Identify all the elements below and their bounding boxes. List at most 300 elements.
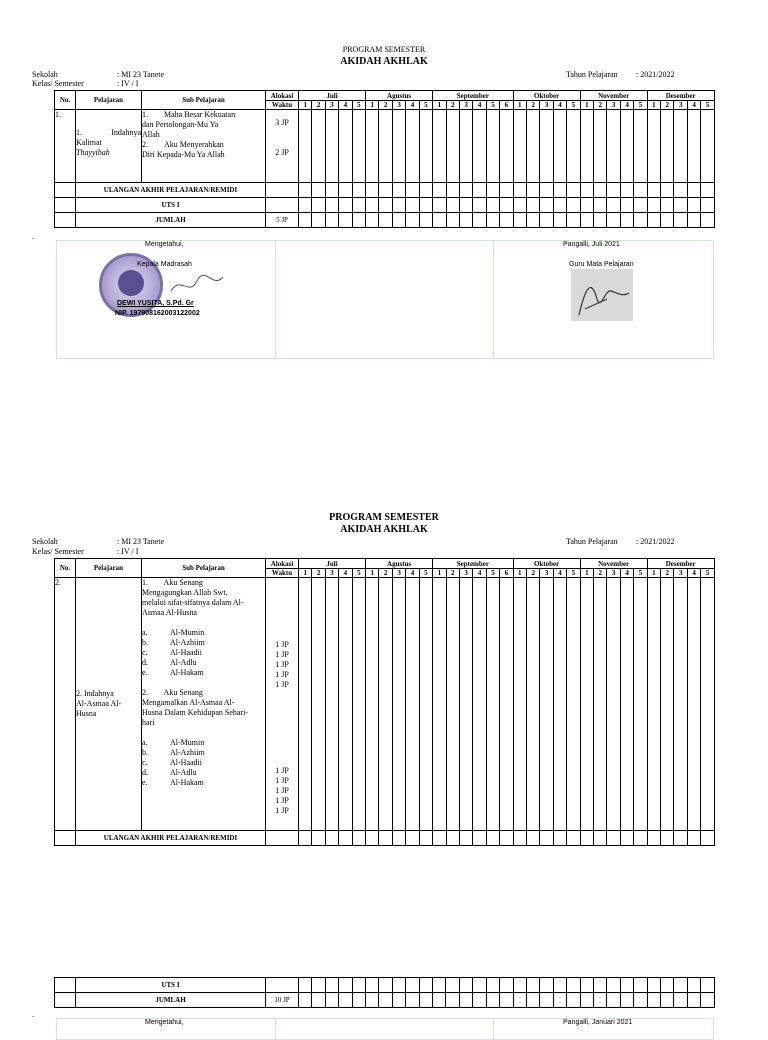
schedule-cell [459,183,472,198]
schedule-cell [352,831,365,846]
row1-sub [142,110,266,183]
schedule-cell [540,993,553,1008]
row1-alok1: 3 JP [275,118,289,127]
schedule-cell [701,183,714,198]
page2-summary-table [54,977,715,1008]
schedule-cell [352,993,365,1008]
header-pelajaran: Pelajaran [76,91,142,110]
schedule-cell [607,110,620,183]
schedule-cell [567,578,580,831]
row2-list1-key: e. [142,668,148,677]
row2-sub2-0: 2. Aku Senang [142,688,203,697]
page1-year-label: Tahun Pelajaran [566,70,618,79]
schedule-cell [594,831,607,846]
week-number: 1 [433,101,446,110]
schedule-cell [486,578,499,831]
row2-sub1-0: 1. Aku Senang [142,578,203,587]
schedule-cell [553,993,566,1008]
schedule-cell [687,578,700,831]
schedule-cell [299,993,312,1008]
schedule-cell [339,993,352,1008]
schedule-cell [580,578,593,831]
month-november: November [580,559,647,569]
schedule-cell [500,110,513,183]
jumlah-label: JUMLAH [76,993,266,1008]
row1-alok2: 2 JP [275,148,289,157]
page1-school-label: Sekolah [32,70,58,79]
schedule-cell [634,831,647,846]
schedule-cell [634,198,647,213]
schedule-cell [433,213,446,228]
schedule-cell [526,578,539,831]
ulangan-label: ULANGAN AKHIR PELAJARAN/REMIDI [76,831,266,846]
week-number: 2 [379,101,392,110]
row2-list2-val: Al-Haadii [170,758,202,767]
page2-dot: . [32,1010,34,1019]
week-number: 4 [339,569,352,578]
schedule-cell [594,110,607,183]
schedule-cell [352,183,365,198]
sign-place-date: Pangalli, Juli 2021 [563,241,620,248]
schedule-cell [674,978,687,993]
week-number: 4 [687,569,700,578]
row2-sub [142,578,266,831]
row2-alok1: 1 JP [275,680,289,689]
row2-list1-key: a. [142,628,148,637]
schedule-cell [513,993,526,1008]
week-number: 6 [500,569,513,578]
week-number: 3 [674,101,687,110]
schedule-cell [674,213,687,228]
month-november: November [580,91,647,101]
week-number: 5 [352,101,365,110]
row2-alok2: 1 JP [275,796,289,805]
schedule-cell [687,213,700,228]
schedule-cell [580,831,593,846]
schedule-cell [406,978,419,993]
row2-pel-2: Husna [76,709,97,718]
row1-no: 1. [55,110,76,183]
week-number: 4 [406,101,419,110]
header-alokasi: Alokasi [266,559,299,569]
schedule-cell [446,578,459,831]
schedule-cell [500,198,513,213]
schedule-cell [433,993,446,1008]
page2-year-label: Tahun Pelajaran [566,537,618,546]
row2-list1-val: Al-Adlu [170,658,197,667]
headmaster-signature-icon [167,271,227,299]
schedule-cell [634,213,647,228]
schedule-cell [540,183,553,198]
week-number: 1 [647,569,660,578]
schedule-cell [661,213,674,228]
page1-signature-box [56,240,714,359]
schedule-cell [620,978,633,993]
sign-kepala: Kepala Madrasah [137,261,192,268]
row1-sub1-c: Allah [142,130,160,139]
schedule-cell [433,978,446,993]
row2-alok1: 1 JP [275,650,289,659]
week-number: 2 [312,569,325,578]
week-number: 5 [567,569,580,578]
schedule-cell [433,183,446,198]
week-number: 3 [325,101,338,110]
row2-alokasi [266,578,299,831]
schedule-cell [446,213,459,228]
schedule-cell [701,198,714,213]
schedule-cell [379,578,392,831]
schedule-cell [379,978,392,993]
row2-alok2: 1 JP [275,776,289,785]
row2-list1-val: Al-Mumin [170,628,205,637]
schedule-cell [459,213,472,228]
schedule-cell [473,213,486,228]
week-number: 2 [594,569,607,578]
schedule-cell [661,831,674,846]
week-number: 1 [299,569,312,578]
header-sub-pelajaran: Sub Pelajaran [142,91,266,110]
schedule-cell [513,831,526,846]
row2-sub1-3: Asmaa Al-Husna [142,608,197,617]
schedule-cell [459,831,472,846]
page2-school-value: : MI 23 Tanete [117,537,165,546]
schedule-cell [540,978,553,993]
page2-school-label: Sekolah [32,537,58,546]
row2-list2-val: Al-Azhiim [170,748,205,757]
week-number: 4 [473,101,486,110]
schedule-cell [352,978,365,993]
schedule-cell [379,831,392,846]
schedule-cell [446,978,459,993]
row2-list1-val: Al-Azhiim [170,638,205,647]
schedule-cell [366,978,379,993]
week-number: 1 [299,101,312,110]
schedule-cell [580,110,593,183]
page1-school-value: : MI 23 Tanete [117,70,165,79]
page1-program-title: PROGRAM SEMESTER [342,45,426,54]
jumlah-value: 10 JP [266,993,299,1008]
schedule-cell [312,578,325,831]
header-waktu: Waktu [266,101,299,110]
schedule-cell [406,831,419,846]
schedule-cell [701,978,714,993]
row2-sub1-2: melalui sifat-sifatnya dalam Al- [142,598,244,607]
row2-list2-val: Al-Adlu [170,768,197,777]
schedule-cell [647,110,660,183]
schedule-cell [567,993,580,1008]
schedule-cell [473,110,486,183]
week-number: 1 [513,101,526,110]
row2-pel-1: Al-Asmaa Al- [76,699,122,708]
schedule-cell [486,993,499,1008]
schedule-cell [352,198,365,213]
row1-alokasi [266,110,299,183]
month-oktober: Oktober [513,559,580,569]
row1-sub1-num: 1. [142,110,148,119]
schedule-cell [647,183,660,198]
schedule-cell [513,978,526,993]
schedule-cell [299,198,312,213]
month-desember: Desember [647,91,714,101]
schedule-cell [299,183,312,198]
row2-alok1: 1 JP [275,640,289,649]
week-number: 5 [634,101,647,110]
schedule-cell [526,198,539,213]
header-alokasi: Alokasi [266,91,299,101]
schedule-cell [593,978,606,993]
schedule-cell [661,578,674,831]
schedule-cell [647,198,660,213]
schedule-cell [580,183,593,198]
schedule-cell [486,213,499,228]
schedule-cell [406,578,419,831]
row2-pelajaran [76,578,142,831]
schedule-cell [419,978,432,993]
week-number: 3 [392,569,405,578]
schedule-cell [392,110,405,183]
schedule-cell [433,110,446,183]
week-number: 3 [459,101,472,110]
schedule-cell [647,978,660,993]
schedule-cell [352,578,365,831]
schedule-cell [647,213,660,228]
schedule-cell [634,578,647,831]
schedule-cell [473,993,486,1008]
week-number: 2 [661,101,674,110]
schedule-cell [379,993,392,1008]
row2-list1-val: Al-Haadii [170,648,202,657]
month-agustus: Agustus [366,91,433,101]
schedule-cell [339,831,352,846]
schedule-cell [299,110,312,183]
schedule-cell [687,993,700,1008]
schedule-cell [446,831,459,846]
schedule-cell [419,993,432,1008]
row2-list1-key: c. [142,648,148,657]
schedule-cell [419,831,432,846]
schedule-cell [312,183,325,198]
week-number: 1 [433,569,446,578]
schedule-cell [473,198,486,213]
schedule-cell [486,831,499,846]
ulangan-label: ULANGAN AKHIR PELAJARAN/REMIDI [76,183,266,198]
schedule-cell [419,578,432,831]
schedule-cell [500,993,513,1008]
schedule-cell [339,183,352,198]
schedule-cell [674,831,687,846]
schedule-cell [406,213,419,228]
schedule-cell [620,110,633,183]
schedule-cell [366,831,379,846]
schedule-cell [446,198,459,213]
schedule-cell [366,213,379,228]
schedule-cell [392,831,405,846]
schedule-cell [647,993,660,1008]
schedule-cell [446,183,459,198]
week-number: 2 [446,569,459,578]
schedule-cell [433,831,446,846]
week-number: 1 [580,569,593,578]
row2-sub1-1: Mengagungkan Allah Swt. [142,588,228,597]
schedule-cell [325,578,338,831]
schedule-cell [526,183,539,198]
page2-subject-title: AKIDAH AKHLAK [340,524,428,535]
schedule-cell [325,993,338,1008]
month-desember: Desember [647,559,714,569]
row2-pel-0: 2. Indahnya [76,689,114,698]
schedule-cell [701,831,714,846]
schedule-cell [513,198,526,213]
schedule-cell [620,213,633,228]
schedule-cell [607,198,620,213]
schedule-cell [299,578,312,831]
schedule-cell [433,198,446,213]
sign-mengetahui: Mengetahui, [145,241,184,248]
header-no: No. [55,559,76,578]
week-number: 3 [674,569,687,578]
schedule-cell [634,183,647,198]
week-number: 2 [312,101,325,110]
week-number: 4 [620,101,633,110]
schedule-cell [526,831,539,846]
schedule-cell [486,110,499,183]
week-number: 3 [607,569,620,578]
page1-year-value: : 2021/2022 [636,70,675,79]
week-number: 1 [366,569,379,578]
week-number: 2 [379,569,392,578]
schedule-cell [366,183,379,198]
schedule-cell [299,213,312,228]
schedule-cell [473,183,486,198]
schedule-cell [486,198,499,213]
schedule-cell [325,978,338,993]
schedule-cell [312,978,325,993]
page2-class-value: : IV / I [117,547,139,556]
week-number: 1 [366,101,379,110]
schedule-cell [701,110,714,183]
week-number: 2 [594,101,607,110]
schedule-cell [312,198,325,213]
schedule-cell [553,183,566,198]
row1-sub2-b: Diri Kepada-Mu Ya Allah [142,150,225,159]
row2-list1-val: Al-Hakam [170,668,204,677]
week-number: 5 [701,569,714,578]
schedule-cell [567,978,580,993]
schedule-cell [312,110,325,183]
schedule-cell [607,213,620,228]
week-number: 2 [526,569,539,578]
schedule-cell [392,213,405,228]
row1-pel-a: Indahnya [111,128,141,137]
schedule-cell [687,110,700,183]
schedule-cell [392,183,405,198]
row2-sub2-3: hari [142,718,155,727]
schedule-cell [500,213,513,228]
schedule-cell [661,183,674,198]
row2-no: 2. [55,578,76,831]
week-number: 1 [647,101,660,110]
schedule-cell [366,578,379,831]
row2-sub2-1: Mengamalkan Al-Asmaa Al- [142,698,235,707]
schedule-cell [339,110,352,183]
header-sub-pelajaran: Sub Pelajaran [142,559,266,578]
schedule-cell [406,183,419,198]
schedule-cell [325,198,338,213]
page1-subject-title: AKIDAH AKHLAK [340,56,428,67]
schedule-cell [580,213,593,228]
month-oktober: Oktober [513,91,580,101]
week-number: 4 [473,569,486,578]
schedule-cell [392,578,405,831]
schedule-cell [540,831,553,846]
schedule-cell [419,198,432,213]
week-number: 1 [580,101,593,110]
schedule-cell [674,110,687,183]
week-number: 3 [607,101,620,110]
schedule-cell [392,993,405,1008]
week-number: 2 [661,569,674,578]
schedule-cell [580,978,593,993]
week-number: 4 [553,569,566,578]
row2-list1-key: d. [142,658,148,667]
schedule-cell [620,578,633,831]
schedule-cell [379,183,392,198]
row1-sub1-a: Maha Besar Kekuatan [164,110,236,119]
row2-alok1: 1 JP [275,660,289,669]
schedule-cell [392,198,405,213]
header-waktu: Waktu [266,569,299,578]
schedule-cell [513,183,526,198]
row2-list2-key: d. [142,768,148,777]
schedule-cell [687,198,700,213]
row1-pel-c: Thayyibah [76,148,110,157]
schedule-cell [567,831,580,846]
schedule-cell [660,993,673,1008]
schedule-cell [419,213,432,228]
schedule-cell [299,831,312,846]
schedule-cell [459,110,472,183]
schedule-cell [500,183,513,198]
row2-list2-val: Al-Mumin [170,738,205,747]
week-number: 5 [486,569,499,578]
week-number: 4 [553,101,566,110]
schedule-cell [366,198,379,213]
schedule-cell [620,183,633,198]
jumlah-label: JUMLAH [76,213,266,228]
schedule-cell [325,183,338,198]
schedule-cell [553,110,566,183]
schedule-cell [473,578,486,831]
schedule-cell [486,978,499,993]
schedule-cell [594,578,607,831]
schedule-cell [406,198,419,213]
schedule-cell [312,993,325,1008]
schedule-cell [473,831,486,846]
schedule-cell [594,183,607,198]
schedule-cell [379,110,392,183]
schedule-cell [540,578,553,831]
uts-label: UTS I [76,198,266,213]
month-september: September [433,559,513,569]
schedule-cell [674,993,687,1008]
schedule-cell [607,183,620,198]
page2-schedule-table [54,558,715,846]
teacher-signature-icon [571,269,633,321]
schedule-cell [339,213,352,228]
page1-class-value: : IV / I [117,79,139,88]
schedule-cell [526,993,539,1008]
schedule-cell [594,198,607,213]
